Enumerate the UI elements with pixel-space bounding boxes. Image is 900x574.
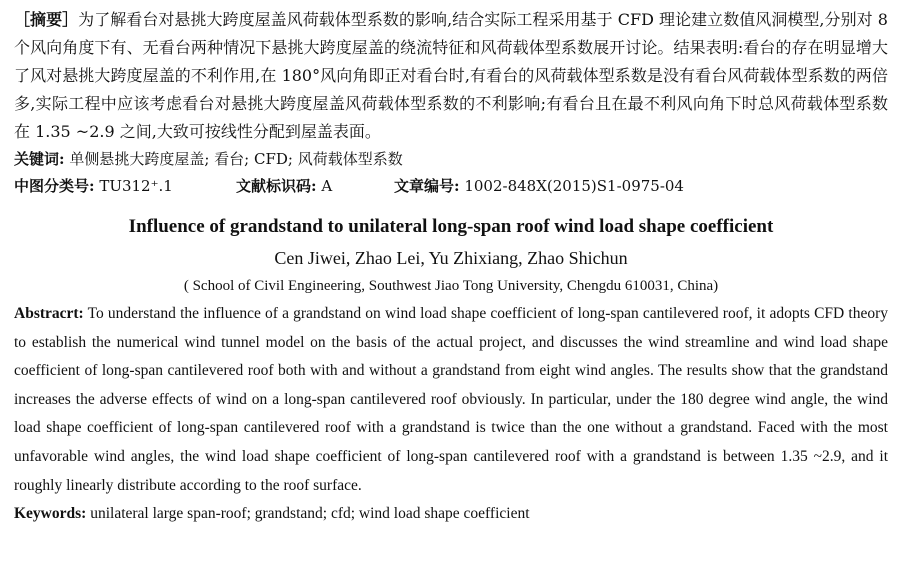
article-number xyxy=(394,172,684,200)
clc-label: 中图分类号: xyxy=(14,177,95,195)
chinese-abstract-text: 为了解看台对悬挑大跨度屋盖风荷载体型系数的影响,结合实际工程采用基于 CFD 理论建立数值风洞模型,分别对 8 个风向角度下有、无看台两种情况下悬挑大跨度屋盖的绕流特征和风荷载体型系数展开讨论。结果表明:看台的存在明显增大了风对悬挑大跨度屋盖的不利作用,在 180°风向角即正对看台时,有看台的风荷载体型系数是没有看台风荷载体型系数的两倍多,实际工程中应该考虑看台对悬挑大跨度屋盖风荷载体型系数的不利影响;有看台且在最不利风向角下时总风荷载体型系数在 1.35 ~2.9 之间,大致可按线性分配到屋盖表面。 xyxy=(14,10,888,141)
english-keywords-text: unilateral large span-roof; grandstand; cfd; wind load shape coefficient xyxy=(90,505,530,523)
english-authors: Cen Jiwei, Zhao Lei, Yu Zhixiang, Zhao Shichun xyxy=(274,248,628,268)
english-abstract-label: Abstracrt: xyxy=(14,305,84,322)
english-title: Influence of grandstand to unilateral long-span roof wind load shape coefficient xyxy=(128,216,774,237)
paper-page xyxy=(14,6,888,528)
english-keywords-label: Keywords: xyxy=(14,505,87,523)
chinese-keywords xyxy=(14,146,888,172)
chinese-keywords-text: 单侧悬挑大跨度屋盖; 看台; CFD; 风荷载体型系数 xyxy=(69,150,403,168)
document-code-value: A xyxy=(321,177,333,195)
chinese-metadata-line xyxy=(14,172,888,200)
english-abstract xyxy=(14,300,888,500)
document-code xyxy=(236,172,394,200)
chinese-abstract-label: ［摘要］ xyxy=(14,10,79,29)
article-number-value: 1002-848X(2015)S1-0975-04 xyxy=(464,177,684,195)
chinese-abstract xyxy=(14,6,888,146)
document-code-label: 文献标识码: xyxy=(236,177,317,195)
english-keywords xyxy=(14,500,888,528)
clc-value: TU312⁺.1 xyxy=(99,177,173,195)
clc-number xyxy=(14,172,236,200)
chinese-keywords-label: 关键词: xyxy=(14,150,65,168)
english-abstract-text: To understand the influence of a grandstand on wind load shape coefficient of long-span cantilevered roof, it adopts CFD theory to establish the numerical wind tunnel model on the basis of the actual project, and discusses the wind streamline and wind load shape coefficient of long-span cantilevered roof both with and without a grandstand from eight wind angles. The results show that the grandstand increases the adverse effects of wind on a long-span cantilevered roof obviously. In particular, under the 180 degree wind angle, the wind load shape coefficient of long-span cantilevered roof with a grandstand is twice than the one without a grandstand. Faced with the most unfavorable wind angles, the wind load shape coefficient of long-span cantilevered roof with a grandstand is between 1.35 ~2.9, and it roughly linearly distribute according to the roof surface. xyxy=(14,305,888,494)
english-affiliation: ( School of Civil Engineering, Southwest Jiao Tong University, Chengdu 610031, China) xyxy=(183,278,719,294)
article-number-label: 文章编号: xyxy=(394,177,460,195)
